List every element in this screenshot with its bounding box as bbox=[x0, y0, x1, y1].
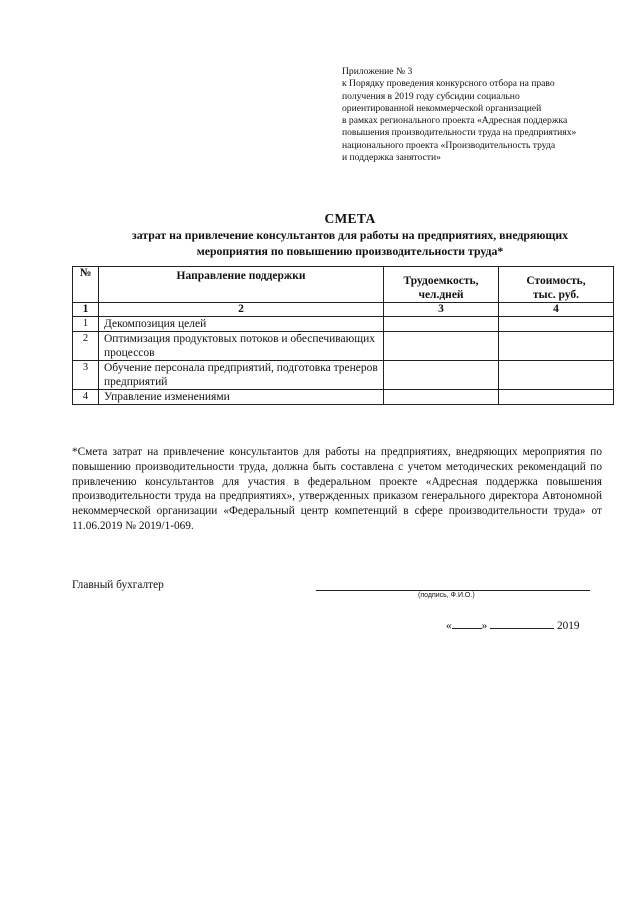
signature-line bbox=[316, 590, 590, 591]
date-quote-open: « bbox=[446, 620, 452, 632]
title-subtitle-line1: затрат на привлечение консультантов для работы на предприятиях, внедряющих bbox=[131, 228, 569, 242]
column-index: 2 bbox=[99, 303, 384, 317]
appendix-line: к Порядку проведения конкурсного отбора на право bbox=[342, 78, 555, 90]
row-num: 1 bbox=[73, 317, 99, 332]
column-index: 4 bbox=[499, 303, 614, 317]
appendix-line: в рамках регионального проекта «Адресная поддержка bbox=[342, 115, 568, 127]
date-month-blank bbox=[490, 618, 554, 629]
row-cost bbox=[499, 332, 614, 361]
signature-caption: (подпись, Ф.И.О.) bbox=[418, 592, 475, 599]
column-index: 1 bbox=[73, 303, 99, 317]
header-cost bbox=[499, 267, 614, 303]
title-subtitle-line2: мероприятия по повышению производительности труда* bbox=[196, 244, 504, 258]
column-index: 3 bbox=[384, 303, 499, 317]
column-index-row bbox=[73, 303, 614, 317]
header-labor bbox=[384, 267, 499, 303]
signatory-role: Главный бухгалтер bbox=[72, 579, 164, 591]
row-num: 2 bbox=[73, 332, 99, 361]
header-cost-line1: Стоимость, bbox=[526, 275, 586, 287]
table-row bbox=[73, 390, 614, 405]
appendix-line: ориентированной некоммерческой организацией bbox=[342, 102, 542, 114]
appendix-line: получения в 2019 году субсидии социально bbox=[342, 90, 520, 102]
date-day-blank bbox=[452, 618, 482, 629]
appendix-line: повышения производительности труда на предприятиях» bbox=[342, 127, 577, 139]
row-cost bbox=[499, 361, 614, 390]
row-direction: Оптимизация продуктовых потоков и обеспечивающих процессов bbox=[99, 332, 384, 361]
row-num: 4 bbox=[73, 390, 99, 405]
table-row bbox=[73, 317, 614, 332]
header-num: № bbox=[73, 267, 99, 303]
title-main: СМЕТА bbox=[324, 211, 376, 226]
row-direction: Управление изменениями bbox=[99, 390, 384, 405]
header-labor-line2: чел.дней bbox=[418, 289, 464, 301]
row-cost bbox=[499, 317, 614, 332]
appendix-line: Приложение № 3 bbox=[342, 66, 413, 77]
table-row bbox=[73, 361, 614, 390]
row-labor bbox=[384, 332, 499, 361]
date-line bbox=[446, 618, 580, 632]
table-row bbox=[73, 332, 614, 361]
date-year: 2019 bbox=[556, 620, 580, 632]
row-labor bbox=[384, 317, 499, 332]
appendix-line: национального проекта «Производительность труда bbox=[342, 139, 556, 151]
appendix-line: и поддержка занятости» bbox=[342, 152, 441, 164]
row-direction: Обучение персонала предприятий, подготовка тренеров предприятий bbox=[99, 361, 384, 390]
footnote: *Смета затрат на привлечение консультантов для работы на предприятиях, внедряющих мероприятия по повышению производительности труда, должна быть составлена с учетом методических рекомендаций по привлечению консультантов для участия в федеральном проекте «Адресная поддержка повышения производительности труда на предприятиях», утвержденных приказом генерального директора Автономной некоммерческой организации «Федеральный центр компетенций в сфере производительности труда» от 11.06.2019 № 2019/1-069. bbox=[72, 446, 602, 532]
date-quote-close: » bbox=[481, 620, 488, 632]
document-title bbox=[80, 211, 620, 259]
row-cost bbox=[499, 390, 614, 405]
row-num: 3 bbox=[73, 361, 99, 390]
row-labor bbox=[384, 390, 499, 405]
estimate-table bbox=[72, 266, 614, 405]
appendix-note bbox=[342, 66, 622, 164]
table-header-row bbox=[73, 267, 614, 303]
header-cost-line2: тыс. руб. bbox=[533, 289, 579, 301]
header-direction: Направление поддержки bbox=[99, 267, 384, 303]
row-direction: Декомпозиция целей bbox=[99, 317, 384, 332]
header-labor-line1: Трудоемкость, bbox=[403, 275, 479, 287]
row-labor bbox=[384, 361, 499, 390]
